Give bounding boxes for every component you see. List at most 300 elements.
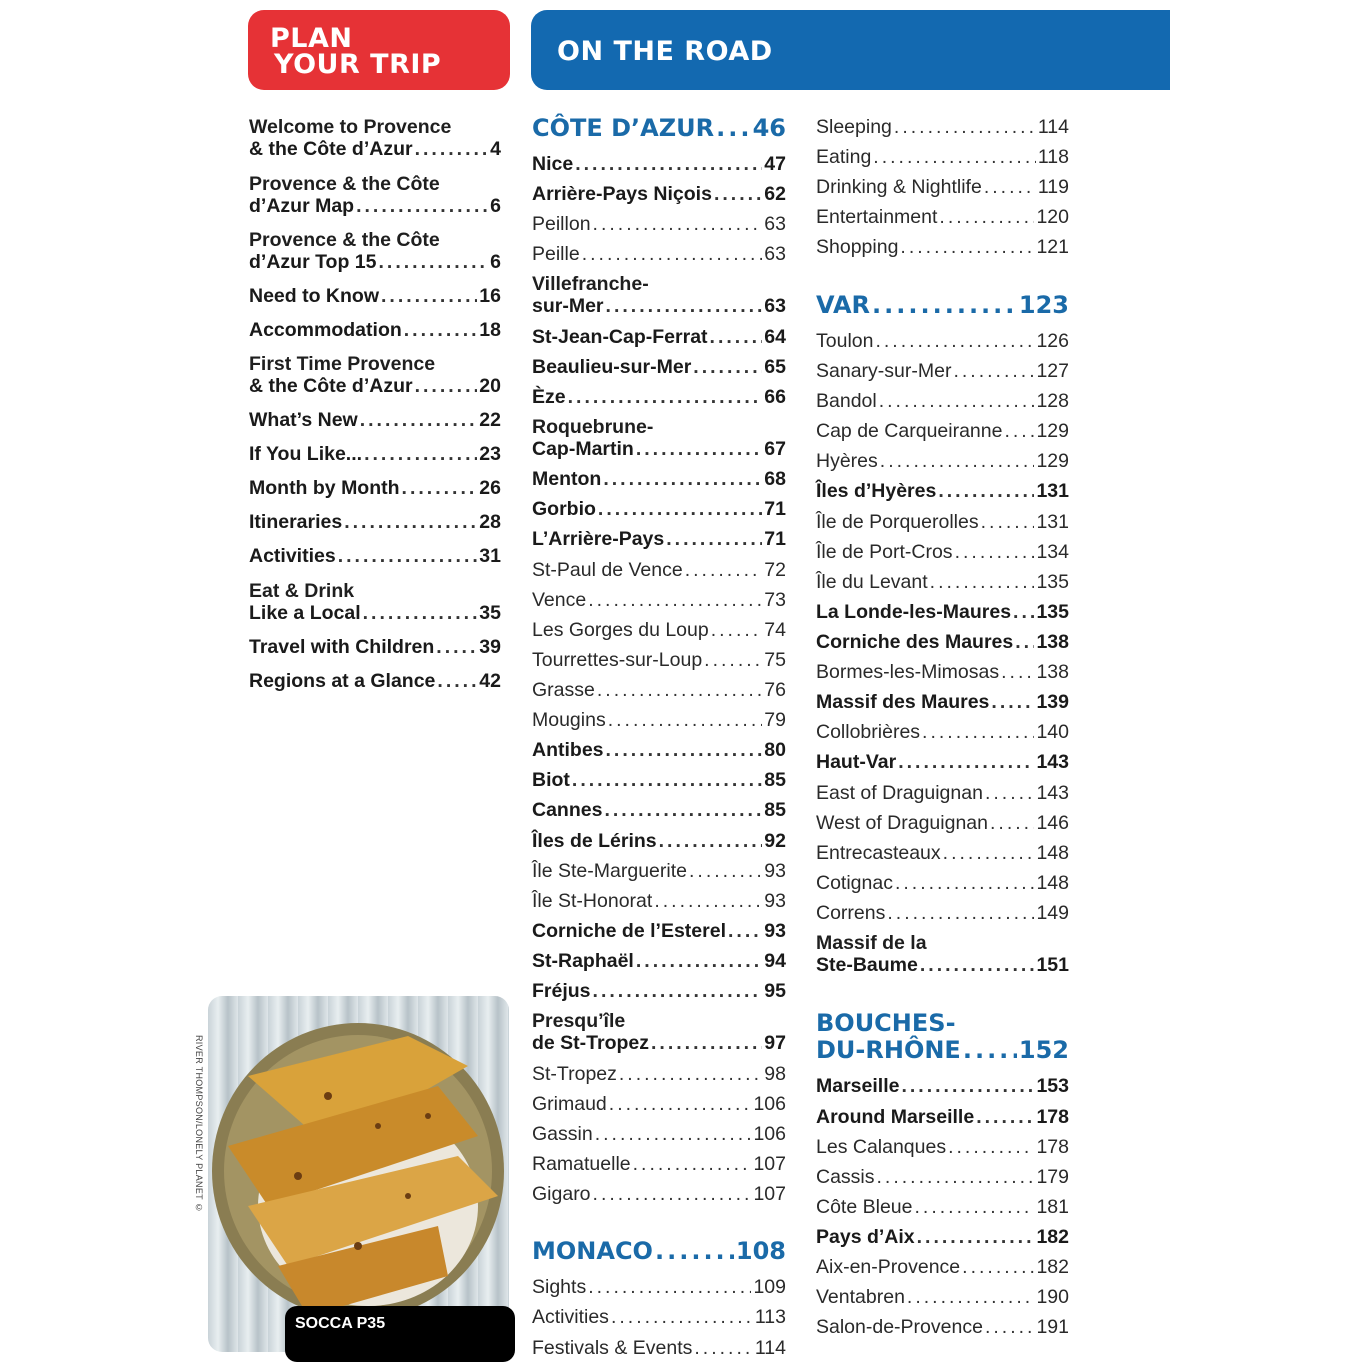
toc-entry-title: Accommodation <box>249 319 402 341</box>
toc-entry[interactable] <box>816 541 1069 563</box>
dot-leader <box>572 769 762 791</box>
toc-entry-title: Bormes-les-Mimosas <box>816 661 1000 683</box>
toc-entry-title: Peille <box>532 243 580 265</box>
toc-entry-title: Corniche de l’Esterel <box>532 920 726 942</box>
toc-entry[interactable] <box>532 1337 786 1359</box>
toc-entry[interactable] <box>532 739 786 761</box>
on-the-road-banner: ON THE ROAD <box>531 10 1170 90</box>
toc-entry[interactable] <box>816 511 1069 533</box>
toc-entry-page: 4 <box>490 138 501 160</box>
toc-entry-page: 18 <box>479 319 501 341</box>
toc-entry[interactable] <box>532 528 786 550</box>
toc-entry-title: DU-RHÔNE <box>816 1036 961 1064</box>
toc-entry-page: 126 <box>1036 330 1069 352</box>
dot-leader <box>606 295 763 317</box>
dot-leader <box>930 571 1035 593</box>
toc-entry[interactable] <box>816 450 1069 472</box>
dot-leader <box>593 213 763 235</box>
toc-entry-title: Arrière-Pays Niçois <box>532 183 712 205</box>
toc-entry[interactable] <box>816 390 1069 412</box>
toc-entry[interactable] <box>816 116 1069 138</box>
toc-entry[interactable] <box>532 769 786 791</box>
toc-entry-page: 148 <box>1036 872 1069 894</box>
dot-leader <box>588 1276 751 1298</box>
toc-entry-page: 179 <box>1036 1166 1069 1188</box>
toc-entry[interactable] <box>816 751 1069 773</box>
toc-entry-page: 93 <box>764 860 786 882</box>
toc-entry-page: 131 <box>1036 511 1069 533</box>
toc-entry-page: 66 <box>764 386 786 408</box>
toc-entry[interactable] <box>532 860 786 882</box>
toc-entry-title: Travel with Children <box>249 636 435 658</box>
toc-entry[interactable] <box>532 830 786 852</box>
toc-entry[interactable] <box>532 619 786 641</box>
toc-entry[interactable] <box>816 330 1069 352</box>
toc-entry[interactable] <box>816 1316 1069 1338</box>
dot-leader <box>873 146 1036 168</box>
dot-leader <box>415 138 489 160</box>
toc-entry-page: 20 <box>479 375 501 397</box>
toc-entry[interactable] <box>249 545 501 567</box>
toc-entry-page: 39 <box>479 636 501 658</box>
toc-entry-page: 22 <box>479 409 501 431</box>
toc-entry-page: 120 <box>1036 206 1069 228</box>
toc-entry-title: Biot <box>532 769 570 791</box>
toc-entry-title: Corniche des Maures <box>816 631 1014 653</box>
toc-entry[interactable] <box>816 1075 1069 1097</box>
toc-entry-title: & the Côte d’Azur <box>249 375 413 397</box>
toc-entry-page: 64 <box>764 326 786 348</box>
toc-entry-page: 72 <box>764 559 786 581</box>
dot-leader <box>887 902 1034 924</box>
toc-entry[interactable] <box>249 670 501 692</box>
toc-entry[interactable] <box>532 1063 786 1085</box>
dot-leader <box>985 1316 1035 1338</box>
toc-entry-title: Nice <box>532 153 574 175</box>
toc-entry[interactable] <box>532 679 786 701</box>
toc-entry-title: Menton <box>532 468 602 490</box>
toc-entry[interactable] <box>816 954 1069 976</box>
toc-entry[interactable] <box>532 799 786 821</box>
toc-entry-title: West of Draguignan <box>816 812 988 834</box>
toc-entry-page: 178 <box>1036 1136 1069 1158</box>
toc-entry-page: 181 <box>1036 1196 1069 1218</box>
dot-leader <box>364 443 477 465</box>
toc-entry[interactable] <box>532 114 786 142</box>
toc-entry-title: Cotignac <box>816 872 893 894</box>
dot-leader <box>693 356 762 378</box>
dot-leader <box>728 920 762 942</box>
dot-leader <box>598 498 762 520</box>
dot-leader <box>597 679 762 701</box>
dot-leader <box>582 243 763 265</box>
toc-entry[interactable] <box>816 360 1069 382</box>
toc-entry[interactable] <box>816 176 1069 198</box>
dot-leader <box>378 251 488 273</box>
toc-entry-title: Bandol <box>816 390 877 412</box>
dot-leader <box>920 954 1035 976</box>
toc-entry-title: Vence <box>532 589 587 611</box>
toc-entry-title: Îles de Lérins <box>532 830 657 852</box>
dot-leader <box>898 751 1034 773</box>
dot-leader <box>962 1256 1034 1278</box>
toc-entry-title: Need to Know <box>249 285 379 307</box>
dot-leader <box>711 619 763 641</box>
toc-entry-title: Côte Bleue <box>816 1196 913 1218</box>
dot-leader <box>360 409 478 431</box>
toc-entry-title: Shopping <box>816 236 899 258</box>
toc-entry-title: MONACO <box>532 1237 653 1265</box>
toc-entry[interactable] <box>816 206 1069 228</box>
toc-entry-page: 98 <box>764 1063 786 1085</box>
toc-entry-title: If You Like... <box>249 443 363 465</box>
toc-entry[interactable] <box>532 1276 786 1298</box>
toc-entry[interactable] <box>532 183 786 205</box>
toc-entry[interactable] <box>249 138 501 160</box>
toc-entry-page: 140 <box>1036 721 1069 743</box>
toc-entry[interactable] <box>816 1256 1069 1278</box>
dot-leader <box>344 511 477 533</box>
dot-leader <box>654 890 762 912</box>
toc-entry[interactable] <box>816 902 1069 924</box>
toc-entry[interactable] <box>816 571 1069 593</box>
toc-entry-title: Beaulieu-sur-Mer <box>532 356 692 378</box>
toc-entry-title: de St-Tropez <box>532 1032 650 1054</box>
dot-leader <box>981 511 1035 533</box>
toc-entry[interactable] <box>532 709 786 731</box>
dot-leader <box>907 1286 1035 1308</box>
toc-entry-page: 28 <box>479 511 501 533</box>
toc-entry[interactable] <box>816 842 1069 864</box>
toc-entry-page: 79 <box>764 709 786 731</box>
dot-leader <box>402 477 478 499</box>
dot-leader <box>593 980 763 1002</box>
toc-entry-title: Month by Month <box>249 477 400 499</box>
dot-leader <box>991 691 1034 713</box>
toc-entry-title: Gigaro <box>532 1183 591 1205</box>
toc-entry[interactable] <box>816 1166 1069 1188</box>
toc-entry[interactable] <box>532 589 786 611</box>
toc-entry-page: 151 <box>1036 954 1069 976</box>
toc-entry-title: Haut-Var <box>816 751 897 773</box>
toc-entry[interactable] <box>816 721 1069 743</box>
toc-entry-page: 85 <box>764 769 786 791</box>
dot-leader <box>704 649 762 671</box>
toc-entry-line1: Presqu’île <box>532 1010 626 1032</box>
toc-entry[interactable] <box>532 980 786 1002</box>
toc-entry[interactable] <box>532 950 786 972</box>
toc-entry-title: Mougins <box>532 709 606 731</box>
toc-entry-title: Cannes <box>532 799 603 821</box>
toc-entry-page: 67 <box>764 438 786 460</box>
toc-entry[interactable] <box>249 285 501 307</box>
dot-leader <box>714 183 762 205</box>
toc-entry[interactable] <box>249 195 501 217</box>
toc-entry[interactable] <box>532 295 786 317</box>
toc-entry[interactable] <box>532 438 786 460</box>
toc-entry[interactable] <box>816 872 1069 894</box>
dot-leader <box>1004 420 1034 442</box>
toc-entry-page: 26 <box>479 477 501 499</box>
dot-leader <box>689 860 762 882</box>
toc-entry-page: 139 <box>1036 691 1069 713</box>
toc-entry-page: 71 <box>764 528 786 550</box>
toc-entry[interactable] <box>249 602 501 624</box>
dot-leader <box>879 390 1035 412</box>
toc-entry-title: Salon-de-Provence <box>816 1316 983 1338</box>
dot-leader <box>603 468 762 490</box>
toc-entry-title: d’Azur Top 15 <box>249 251 377 273</box>
toc-entry[interactable] <box>249 319 501 341</box>
toc-entry-title: Drinking & Nightlife <box>816 176 982 198</box>
toc-entry-title: Sleeping <box>816 116 892 138</box>
toc-entry-page: 93 <box>764 890 786 912</box>
toc-entry-title: Ramatuelle <box>532 1153 631 1175</box>
dot-leader <box>611 1306 753 1328</box>
dot-leader <box>685 559 763 581</box>
dot-leader <box>985 782 1035 804</box>
dot-leader <box>651 1032 762 1054</box>
toc-entry-page: 16 <box>479 285 501 307</box>
toc-entry-title: Cassis <box>816 1166 875 1188</box>
toc-entry-title: East of Draguignan <box>816 782 983 804</box>
toc-entry[interactable] <box>532 326 786 348</box>
toc-entry-title: Regions at a Glance <box>249 670 436 692</box>
toc-entry-title: sur-Mer <box>532 295 604 317</box>
toc-entry-page: 190 <box>1036 1286 1069 1308</box>
toc-entry[interactable] <box>249 511 501 533</box>
toc-entry-page: 146 <box>1036 812 1069 834</box>
toc-entry-title: Les Calanques <box>816 1136 947 1158</box>
toc-entry[interactable] <box>816 691 1069 713</box>
toc-entry[interactable] <box>816 236 1069 258</box>
toc-entry-title: Correns <box>816 902 886 924</box>
toc-entry-line1: Villefranche- <box>532 273 649 295</box>
toc-entry[interactable] <box>816 291 1069 319</box>
dot-leader <box>619 1063 762 1085</box>
toc-entry[interactable] <box>816 1286 1069 1308</box>
toc-entry[interactable] <box>532 468 786 490</box>
toc-entry-title: Île St-Honorat <box>532 890 653 912</box>
toc-entry-title: Île de Port-Cros <box>816 541 953 563</box>
toc-entry-line1: Provence & the Côte <box>249 229 440 251</box>
toc-entry[interactable] <box>816 1226 1069 1248</box>
dot-leader <box>608 709 763 731</box>
toc-entry-page: 62 <box>764 183 786 205</box>
plan-your-trip-banner <box>248 10 510 90</box>
dot-leader <box>588 589 762 611</box>
toc-entry[interactable] <box>249 409 501 431</box>
toc-entry-page: 152 <box>1018 1036 1069 1064</box>
dot-leader <box>363 602 478 624</box>
dot-leader <box>976 1106 1034 1128</box>
dot-leader <box>880 450 1035 472</box>
toc-entry-page: 107 <box>753 1183 786 1205</box>
toc-entry-title: Like a Local <box>249 602 361 624</box>
dot-leader <box>575 153 762 175</box>
toc-entry-page: 191 <box>1036 1316 1069 1338</box>
toc-entry[interactable] <box>249 477 501 499</box>
dot-leader <box>437 670 477 692</box>
toc-entry[interactable] <box>532 498 786 520</box>
toc-entry-title: Sights <box>532 1276 587 1298</box>
toc-entry[interactable] <box>532 1093 786 1115</box>
toc-entry[interactable] <box>816 480 1069 502</box>
dot-leader <box>604 799 762 821</box>
dot-leader <box>659 830 763 852</box>
toc-entry-page: 149 <box>1036 902 1069 924</box>
toc-entry-title: Èze <box>532 386 566 408</box>
dot-leader <box>877 1166 1035 1188</box>
toc-entry-page: 65 <box>764 356 786 378</box>
toc-entry[interactable] <box>816 146 1069 168</box>
toc-entry-page: 134 <box>1036 541 1069 563</box>
toc-entry-title: What’s New <box>249 409 358 431</box>
toc-entry-page: 42 <box>479 670 501 692</box>
toc-entry-page: 121 <box>1036 236 1069 258</box>
toc-entry-title: Peillon <box>532 213 591 235</box>
toc-entry[interactable] <box>249 251 501 273</box>
toc-entry-title: St-Paul de Vence <box>532 559 683 581</box>
toc-entry[interactable] <box>532 1183 786 1205</box>
dot-leader <box>716 114 750 142</box>
toc-entry[interactable] <box>532 1123 786 1145</box>
toc-entry-page: 118 <box>1037 146 1069 168</box>
toc-entry[interactable] <box>532 243 786 265</box>
toc-entry[interactable] <box>532 890 786 912</box>
dot-leader <box>1015 631 1034 653</box>
toc-entry[interactable] <box>532 1153 786 1175</box>
toc-entry-title: Around Marseille <box>816 1106 975 1128</box>
toc-entry[interactable] <box>532 1237 786 1265</box>
dot-leader <box>895 872 1034 894</box>
toc-entry-line1: Roquebrune- <box>532 416 654 438</box>
toc-entry-page: 148 <box>1036 842 1069 864</box>
toc-entry-page: 35 <box>479 602 501 624</box>
toc-entry-page: 47 <box>764 153 786 175</box>
toc-entry[interactable] <box>816 812 1069 834</box>
dot-leader <box>938 480 1034 502</box>
toc-entry-page: 63 <box>764 213 786 235</box>
toc-entry-title: Gassin <box>532 1123 593 1145</box>
toc-entry[interactable] <box>816 1196 1069 1218</box>
toc-entry-title: Itineraries <box>249 511 343 533</box>
toc-entry-line1: Provence & the Côte <box>249 173 440 195</box>
toc-entry-page: 138 <box>1036 661 1069 683</box>
toc-entry-page: 108 <box>735 1237 786 1265</box>
toc-entry-title: & the Côte d’Azur <box>249 138 413 160</box>
photo-credit: RIVER THOMPSON/LONELY PLANET © <box>194 1035 204 1213</box>
toc-entry-page: 128 <box>1036 390 1069 412</box>
toc-entry-page: 97 <box>764 1032 786 1054</box>
toc-entry[interactable] <box>816 601 1069 623</box>
toc-entry[interactable] <box>532 213 786 235</box>
toc-entry-page: 109 <box>753 1276 786 1298</box>
toc-entry-title: Ventabren <box>816 1286 905 1308</box>
toc-entry-title: St-Raphaël <box>532 950 634 972</box>
toc-entry[interactable] <box>816 1106 1069 1128</box>
toc-entry-page: 129 <box>1036 450 1069 472</box>
toc-entry[interactable] <box>249 443 501 465</box>
toc-entry-title: Ste-Baume <box>816 954 918 976</box>
toc-entry-page: 106 <box>753 1123 786 1145</box>
toc-entry-page: 93 <box>764 920 786 942</box>
toc-entry-title: Cap-Martin <box>532 438 634 460</box>
toc-entry[interactable] <box>249 636 501 658</box>
toc-entry-title: Grasse <box>532 679 595 701</box>
toc-entry-page: 85 <box>764 799 786 821</box>
toc-entry-title: Tourrettes-sur-Loup <box>532 649 703 671</box>
toc-entry-line1: Massif de la <box>816 932 927 954</box>
toc-entry-title: Massif des Maures <box>816 691 990 713</box>
toc-entry[interactable] <box>816 631 1069 653</box>
toc-entry-page: 114 <box>754 1337 786 1359</box>
toc-entry[interactable] <box>249 375 501 397</box>
toc-entry-title: Activities <box>249 545 336 567</box>
dot-leader <box>901 1075 1034 1097</box>
dot-leader <box>1013 601 1034 623</box>
toc-entry[interactable] <box>532 649 786 671</box>
toc-entry[interactable] <box>532 559 786 581</box>
toc-entry-title: Collobrières <box>816 721 921 743</box>
photo-caption: SOCCA P35 <box>285 1306 515 1362</box>
toc-entry-page: 92 <box>764 830 786 852</box>
toc-entry-title: St-Tropez <box>532 1063 617 1085</box>
toc-entry-title: Eating <box>816 146 872 168</box>
toc-entry[interactable] <box>532 1306 786 1328</box>
toc-entry[interactable] <box>816 1136 1069 1158</box>
toc-entry-page: 143 <box>1036 782 1069 804</box>
toc-entry[interactable] <box>532 153 786 175</box>
toc-entry-page: 182 <box>1036 1226 1069 1248</box>
dot-leader <box>694 1337 753 1359</box>
dot-leader <box>666 528 762 550</box>
toc-entry[interactable] <box>816 420 1069 442</box>
toc-entry[interactable] <box>816 782 1069 804</box>
toc-entry[interactable] <box>532 1032 786 1054</box>
toc-entry-page: 135 <box>1036 601 1069 623</box>
toc-entry[interactable] <box>816 1036 1069 1064</box>
toc-entry[interactable] <box>532 386 786 408</box>
toc-entry-title: L’Arrière-Pays <box>532 528 665 550</box>
toc-entry-page: 31 <box>479 545 501 567</box>
dot-leader <box>568 386 763 408</box>
toc-entry[interactable] <box>532 356 786 378</box>
dot-leader <box>338 545 478 567</box>
toc-entry-title: Marseille <box>816 1075 900 1097</box>
toc-entry-page: 95 <box>764 980 786 1002</box>
toc-entry-line1: First Time Provence <box>249 353 436 375</box>
dot-leader <box>914 1196 1034 1218</box>
toc-entry[interactable] <box>816 661 1069 683</box>
dot-leader <box>356 195 488 217</box>
dot-leader <box>872 291 1017 319</box>
toc-entry-title: Pays d’Aix <box>816 1226 915 1248</box>
toc-entry-line1: Welcome to Provence <box>249 116 452 138</box>
toc-entry-title: Gorbio <box>532 498 596 520</box>
dot-leader <box>1001 661 1034 683</box>
toc-entry-page: 143 <box>1036 751 1069 773</box>
toc-entry-title: Île Ste-Marguerite <box>532 860 687 882</box>
toc-entry-page: 178 <box>1036 1106 1069 1128</box>
dot-leader <box>404 319 478 341</box>
toc-entry-page: 80 <box>764 739 786 761</box>
dot-leader <box>939 206 1034 228</box>
toc-entry-title: La Londe-les-Maures <box>816 601 1012 623</box>
dot-leader <box>636 950 762 972</box>
toc-entry-page: 119 <box>1037 176 1069 198</box>
toc-entry[interactable] <box>532 920 786 942</box>
